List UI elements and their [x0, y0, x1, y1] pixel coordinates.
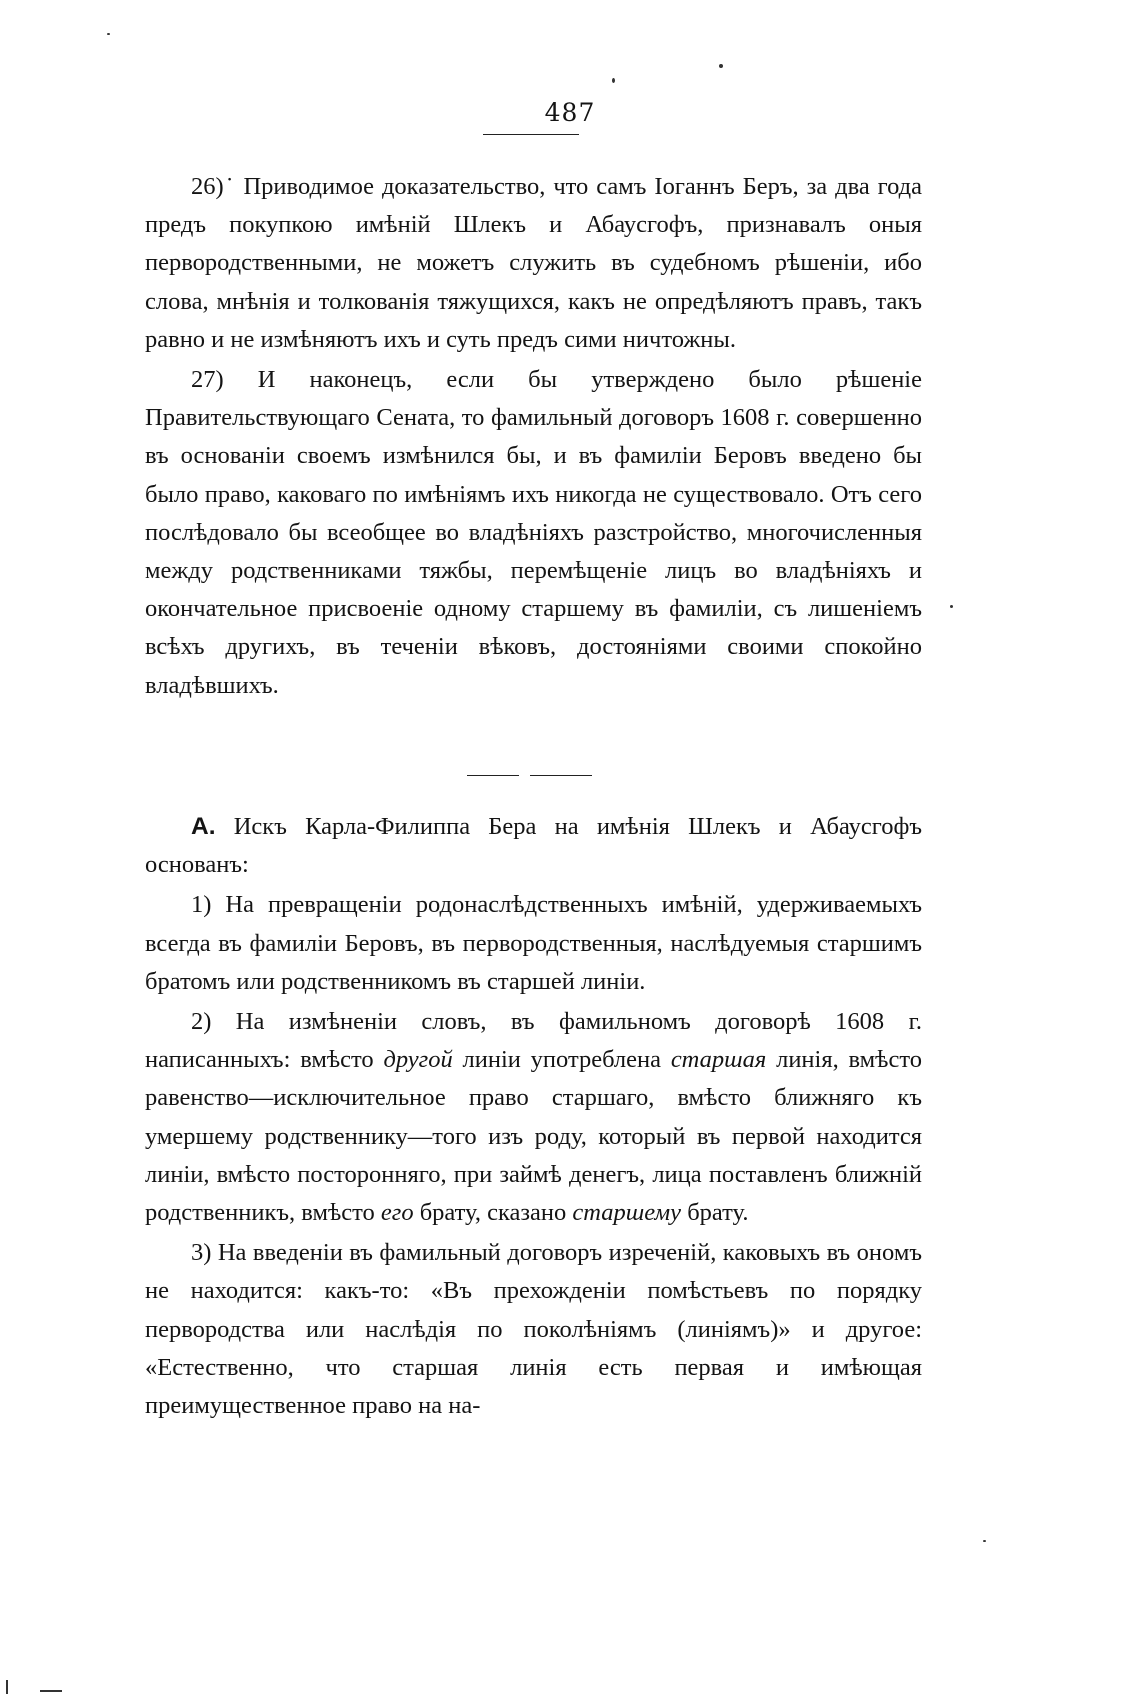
scan-speck	[719, 64, 723, 68]
section-a	[145, 808, 922, 1425]
divider-segment-left	[467, 775, 519, 776]
item-2-italic-4: старшему	[572, 1199, 682, 1227]
page-number: 487	[544, 98, 596, 127]
scan-speck	[107, 33, 110, 35]
paragraph-27: 27) И наконецъ, если бы утверждено было рѣшеніе Правительствующаго Сената, то фамильный договоръ 1608 г. совершенно въ основаніи своемъ измѣнился бы, и въ фамиліи Беровъ введено бы было право, каковаго по имѣніямъ ихъ никогда не существовало. Отъ сего послѣдовало бы всеобщее во владѣніяхъ разстройство, многочисленныя между родственниками тяжбы, перемѣщеніе лицъ во владѣніяхъ и окончательное присвоеніе одному старшему въ фамиліи, съ лишеніемъ всѣхъ другихъ, въ теченіи вѣковъ, достояніями своими спокойно владѣвшихъ.	[145, 366, 922, 699]
section-a-item-2	[145, 1003, 922, 1232]
item-2-text-2: линіи употреблена	[452, 1046, 671, 1074]
scan-speck	[983, 1540, 986, 1542]
section-a-label: А.	[191, 813, 216, 840]
item-2-text-1: 2) На измѣненіи словъ, въ фамильномъ договорѣ 1608 г. написанныхъ: вмѣсто	[145, 1008, 922, 1074]
scan-speck	[950, 605, 953, 608]
section-a-heading	[145, 808, 922, 884]
body-text	[145, 168, 922, 705]
item-2-italic-2: старшая	[670, 1046, 767, 1074]
item-2-italic-1: другой	[383, 1046, 453, 1074]
scan-speck	[6, 1680, 8, 1694]
page-number-rule	[483, 134, 579, 135]
scan-speck	[612, 78, 615, 83]
section-a-item-3: 3) На введеніи въ фамильный договоръ изреченій, каковыхъ въ ономъ не находится: какъ-то: «Въ прехожденіи помѣстьевъ по порядку первородства или наслѣдія по поколѣніямъ (линіямъ)» и другое: «Естественно, что старшая линія есть первая и имѣющая преимущественное право на на-	[145, 1239, 922, 1420]
section-a-intro: Искъ Карла-Филиппа Бера на имѣнія Шлекъ и Абаусгофъ основанъ:	[145, 813, 922, 879]
item-2-text-5: брату.	[681, 1199, 749, 1227]
item-2-text-4: брату, сказано	[413, 1199, 573, 1227]
divider-segment-right	[530, 775, 592, 776]
item-2-text-3: линія, вмѣсто равенство—исключительное право старшаго, вмѣсто ближняго къ умершему родственнику—того изъ роду, который въ первой находится линіи, вмѣсто посторонняго, при займѣ денегъ, лица поставленъ ближній родственникъ, вмѣсто	[145, 1046, 922, 1227]
section-a-item-1: 1) На превращеніи родонаслѣдственныхъ имѣній, удерживаемыхъ всегда въ фамиліи Беровъ, въ первородственныя, наслѣдуемыя старшимъ братомъ или родственникомъ въ старшей линіи.	[145, 891, 922, 995]
scan-speck	[40, 1690, 62, 1692]
paragraph-26: 26)˙ Приводимое доказательство, что самъ Іоганнъ Беръ, за два года предъ покупкою имѣній Шлекъ и Абаусгофъ, признавалъ оныя первородственными, не можетъ служить въ судебномъ рѣшеніи, ибо слова, мнѣнія и толкованія тяжущихся, какъ не опредѣляютъ правъ, такъ равно и не измѣняютъ ихъ и суть предъ сими ничтожны.	[145, 173, 922, 353]
item-2-italic-3: его	[380, 1199, 414, 1227]
